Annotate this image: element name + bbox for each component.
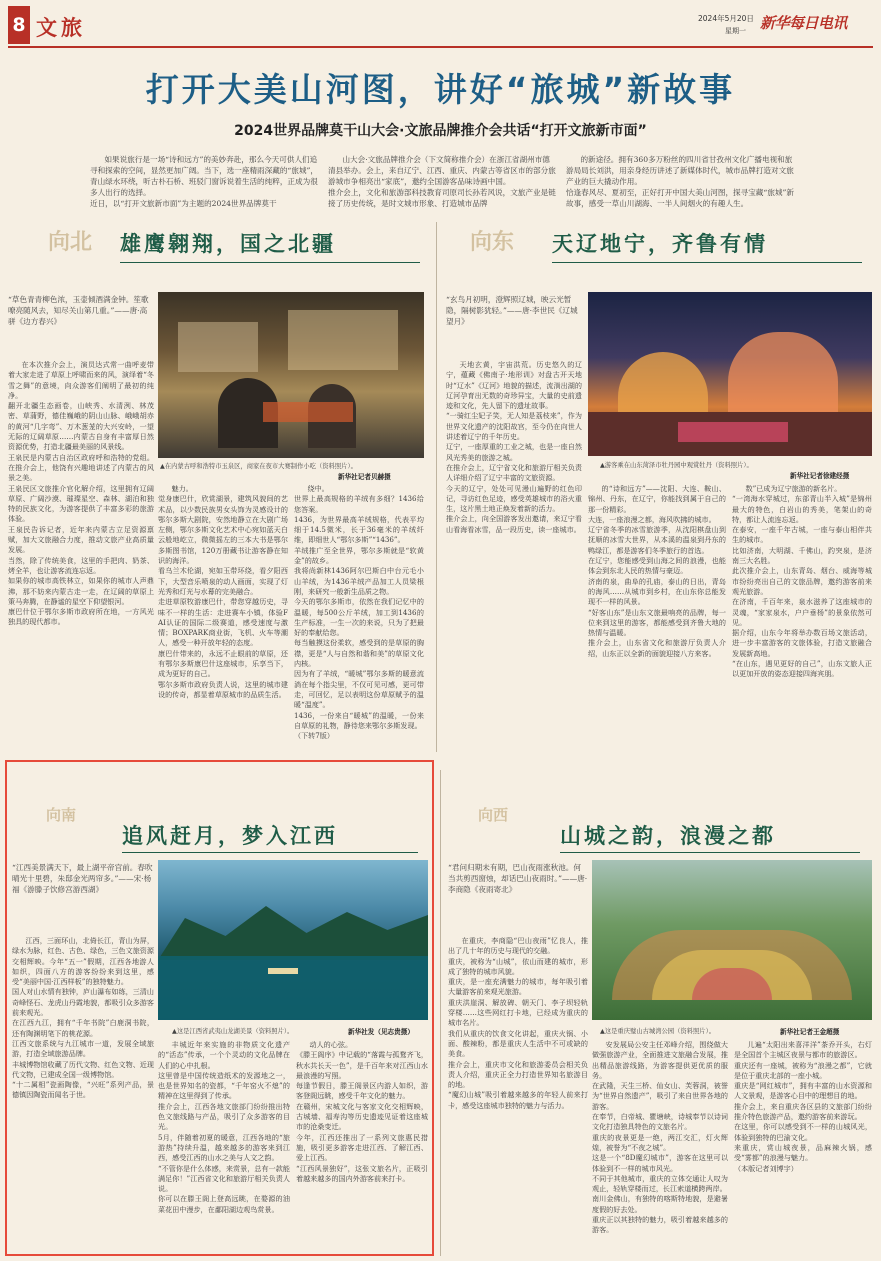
article-south-col-3: 动人的心弦。 《滕王阁序》中记载的“落霞与孤鹜齐飞，秋水共长天一色”，是千百年来对江西山水最浪漫的写照。 每逢节假日，滕王阁景区内游人如织，游客登阁远眺，感受千年文化的魅力。 在赣州，宋城文化与客家文化交相辉映，古城墙、福寿沟等历史遗迹见证着这座城市的沧桑变迁。 今年，江西还推出了一系列文旅惠民措施，吸引更多游客走进江西、了解江西、爱上江西。 “江西风景独好”，这张文旅名片，正吸引着越来越多的国内外游客前来打卡。 xyxy=(296,1040,428,1183)
photo-north-hohhot-night-market xyxy=(158,292,424,458)
issue-weekday: 星期一 xyxy=(725,27,746,35)
article-north-col-3: 绕中。 世界上最高规格的羊绒有多细？1436给您答案。 1436，为世界最高羊绒规格，代表平均细于14.5微米，长于36毫米的羊绒纤维，即细世人“鄂尔多斯”“1436”。 羊绒推广至全世界，鄂尔多斯就是“软黄金”的故乡。 我将尚新林1436阿尔巴斯白中台元毛小山羊绒，为1436羊绒产品加工人员梁根刚，来研究一般新生品质之物。 今天的鄂尔多斯市，依然在我们记忆中的温暖，每500公斤羊绒，加工到1436的生产标准，一生一次的来说，只为了把最好的奉献给您。 每当触摸这份柔软，感受到的是草原的胸襟，更是“人与自然和谐和美”的草原文化内核。 因为有了羊绒，“暖城”鄂尔多斯的暖意流淌在每个指尖里，不仅可见可感，更可带走，可回忆，足以表明这份草原赋予的温暖“温度”。 1436，一份来自“暖城”的温暖，一份来自草原的礼物，静待您来鄂尔多斯发现。 （下转7版） xyxy=(294,484,424,741)
article-north-col-2: 魅力。 觉身康巴什，欣赏湖景，建筑风貌间的艺术品，以少数民族男女头饰为灵感设计的鄂尔多斯大剧院，安然地静立在大剧广场左侧，鄂尔多斯文化艺术中心宛如蓝天白云般地屹立，微微摇左的三本大书是鄂尔多斯图书馆，120万册藏书让游客静在知识的海洋。 看乌兰木伦湖，宛如玉带环绕，看夕阳西下，大型音乐喷泉的动人画面，实现了灯光秀和灯光与水幕的完美融合。 走进草原牧游康巴什，带您穿越历史，寻味不一样的生活：走进赛车小镇，体验FAI认证的国际二级赛道，感受速度与激情；BOXPARK商业街，飞机、火车等潮人，感受一种开放年轻的态度。 康巴什带来的，永远不止眼前的草原，还有鄂尔多斯康巴什这座城市，乐享当下，成为更好的自己。 鄂尔多斯市政府负责人说，这里的城市建设的传奇，都显着草原城市的品质生活。 xyxy=(158,484,288,699)
section-rule-north xyxy=(120,262,420,263)
section-title-west: 山城之韵，浪漫之都 xyxy=(560,824,776,848)
intro-col-2: 山大会·文旅品牌推介会（下文简称推介会）在浙江省湖州市德清县举办。会上，来自辽宁、江西、重庆、内蒙古等省区市的部分旅游城市争相亮出“家底”，邀约全国游客品味诗画中国。 推介会上，文化和旅游部科技教育司原司长孙若风说，文旅产业是链接了历史传统，是时文城市形象、打造城市品牌 xyxy=(328,155,556,208)
page-number: 8 xyxy=(12,14,26,36)
credit-west: 新华社记者王金超摄 xyxy=(780,1028,840,1036)
quote-south: “江西美景满天下，最上湖平帝宫前。春吹晴光十里碧，朱邸金光两帘多。”——宋·杨福《游滕子饮修宫游西湖》 xyxy=(12,863,153,894)
caption-west: ▲这是重庆璧山古城湾公园（资料照片）。 xyxy=(600,1028,716,1035)
quote-east: “玄鸟月初明，澄辉照辽城，映云光暂隐，隔树影犹轻。”——唐·李世民《辽城望月》 xyxy=(446,295,578,326)
section-title-east: 天辽地宁，齐鲁有情 xyxy=(552,232,768,256)
section-name: 文旅 xyxy=(36,15,86,40)
page-number-badge xyxy=(8,6,30,44)
article-north-col-1: 在本次推介会上，演员达式常一曲呼麦带着大家走进了草原上呼啸而来的风，演绎着“冬雪之舞”的意境，向众游客们阐明了最初的纯净。 翻开北疆生态画卷，山峡秀、水清洌、林茂密、草蒲野，德佳巍峨的阴山山脉、峨峨胡赤的黄河“几字弯”、万木葱茏的大兴安岭，一望无际的辽阔草原……内蒙古自身有丰富厚日然资源优势，打造北疆最美丽的风景线。 王泉民是内蒙古自治区政府呼和浩特的党组。在推介会上，他饶有兴趣地讲述了内蒙古的风景之美。 王泉民区文旅推介官化解介绍，这里拥有辽阔草原、广阔沙漠、璀璨星空、森林、湖泊和独特的民族文化，为游客提供了丰富多彩的旅游体验。 王泉民告诉记者，近年来内蒙古立足资源禀赋，加大文旅融合力度，推动文旅产业高质量发展。 当然，除了传统美食，这里的手把肉、奶茶、烤全羊，也让游客流连忘返。 如果你的城市高铁林立，如果你的城市人声鼎沸，那不妨来内蒙古走一走，在辽阔的草原上策马奔腾，在静谧的星空下仰望银河。 康巴什位于鄂尔多斯市政府所在地，一方风光独具的现代都市。 xyxy=(8,360,154,627)
issue-date: 2024年5月20日 xyxy=(698,14,754,23)
caption-north: ▲在内蒙古呼和浩特市玉泉区，商家在夜市大赛制作小吃（资料照片）。 xyxy=(160,463,357,470)
article-east-col-1: 天地玄黄，宇宙洪荒。历史悠久的辽宁，蕴藏《佛南子·地形训》对盘古开天地时“辽水”《辽河》地貌的描述，流淌出湖的辽河孕育出无数的奇珍异宝，大量的史前遗迹和文化，先人留下的遗址故事。 “一骑红尘妃子笑，无人知是荔枝来”，作为世界文化遗产的沈阳故宫，至今仍在向世人讲述着辽宁的千年历史。 辽宁，一座厚重的工业之城，也是一座自然风光秀美的旅游之城。 在推介会上，辽宁省文化和旅游厅相关负责人详细介绍了辽宁丰富的文旅资源。 今天的辽宁，处处可见漫山遍野的红色印记，寻访红色足迹，感受英雄城市的浴火重生，这片黑土地正焕发着新的活力。 推介会上，向全国游客发出邀请，来辽宁看山看海看冰雪，品一段历史，读一座城市。 xyxy=(446,360,582,534)
article-east-col-3: 数”已成为辽宁旅游的新名片。 “一湾海水穿城过，东部青山半入城”是锦州最大的特色，白岩山的秀美，笔架山的奇特，都让人流连忘返。 在泰安，一座千年古城，一座与泰山相伴共生的城市。 比如济南，大明湖、千佛山，趵突泉，是济南三大名胜。 此次推介会上，山东青岛、烟台、威海等城市纷纷亮出自己的文旅品牌，邀约游客前来观光旅游。 在济南，千百年来，泉水滋养了这座城市的灵魂，“家家泉水，户户垂杨”的景象依然可见。 据介绍，山东今年将举办数百场文旅活动，进一步丰富游客的文旅体验，打造文旅融合发展新高地。 “在山东，遇见更好的自己”，山东文旅人正以更加开放的姿态迎接四海宾朋。 xyxy=(732,484,872,679)
section-rule-south xyxy=(122,852,418,853)
quote-west: “君问归期未有期，巴山夜雨涨秋池。何当共剪西窗烛，却话巴山夜雨时。”——唐·李商隐《夜雨寄北》 xyxy=(448,863,588,894)
photo-west-bishan-park xyxy=(592,860,872,1020)
center-divider-bottom xyxy=(440,770,441,1256)
section-rule-west xyxy=(560,852,860,853)
credit-south: 新华社发（见志贵摄） xyxy=(348,1028,414,1036)
section-rule-east xyxy=(552,262,862,263)
quote-north: “草色青青柳色浓，玉壶倾酒满金钟。笙歌嘹亮随风去，知尽关山第几重。”——唐·高骈《边方春兴》 xyxy=(8,295,149,326)
section-title-north: 雄鹰翱翔，国之北疆 xyxy=(120,232,336,256)
sub-headline: 2024世界品牌莫干山大会·文旅品牌推介会共话“打开文旅新市面” xyxy=(234,123,647,139)
section-title-south: 追风赶月，梦入江西 xyxy=(122,824,338,848)
photo-east-peony-garden xyxy=(588,292,872,456)
center-divider-top xyxy=(436,222,437,752)
intro-col-3: 的新途径。拥有360多万粉丝的四川省甘孜州文化广播电视和旅游局局长刘洪，用亲身经历讲述了新媒体时代，城市品牌打造对文旅产业的巨大撬动作用。 恰逢春风尽、夏初至，正好打开中国大美山河图，探寻宝藏“旅城”新故事，感受一草山川湖海、一半人间烟火的有趣人生。 xyxy=(566,155,794,208)
credit-north: 新华社记者贝赫摄 xyxy=(338,473,391,481)
newspaper-logo: 新华每日电讯 xyxy=(760,14,848,32)
direction-west-label: 向西 xyxy=(478,806,509,824)
caption-east: ▲游客乘在山东菏泽市牡丹园中观赏牡丹（资料照片）。 xyxy=(600,462,753,469)
article-west-col-1: 在重庆，李商隐“巴山夜雨”忆良人，推出了几十年的历史与现代的交融。 重庆，被称为“山城”，依山而建的城市，形成了独特的城市风貌。 重庆，是一座充满魅力的城市，每年吸引着大量游客前来观光旅游。 重庆洪崖洞、解放碑、朝天门、李子坝轻轨穿楼……这些网红打卡地，已经成为重庆的城市名片。 我们从重庆的饮食文化讲起，重庆火锅、小面、酸辣粉，都是重庆人生活中不可或缺的美食。 推介会上，重庆市文化和旅游委员会相关负责人介绍，重庆正全力打造世界知名旅游目的地。 “魔幻山城”吸引着越来越多的年轻人前来打卡，感受这座城市独特的魅力与活力。 xyxy=(448,936,588,1110)
credit-east: 新华社记者徐建经摄 xyxy=(790,472,850,480)
photo-south-jiangxi-lake xyxy=(158,860,428,1020)
article-south-col-1: 江西，三面环山，北倚长江，青山为屏，绿水为脉，红色、古色、绿色，三色文旅资源交相辉映。今年“五一”假期，江西各地游人如织，四面八方的游客纷纷来到这里，感受“美丽中国·江西样板”的独特魅力。 国人对山水情有独钟，庐山瀑布如练，三清山奇峰怪石、龙虎山丹霞地貌，都吸引众多游客前来观光。 在江西九江，拥有“千年书院”白鹿洞书院，还有陶渊明笔下的桃花源。 江西文旅系统与九江城市一道，发展全域旅游，打造全域旅游品牌。 丰城博物馆收藏了历代文物、红色文物、近现代文物，已建成全国一级博物馆。 “十二属相”瓷画陶像，“兴旺”系列产品，景德镇因陶瓷而闻名于世。 xyxy=(12,936,154,1100)
direction-north-label: 向北 xyxy=(48,229,93,255)
direction-east-label: 向东 xyxy=(470,229,515,255)
direction-south-label: 向南 xyxy=(46,806,77,824)
article-west-col-3: 儿遍“太阳出来喜洋洋”茶乔开头，右灯是全国首个主城区夜景与都市的旅游区。 重庆还有一座城，被称为“浪漫之都”，它就是位于重庆北部的一座小城。 重庆是“网红城市”，拥有丰富的山水资源和人文景观，是游客心目中的理想目的地。 推介会上，来自重庆各区县的文旅部门纷纷推介特色旅游产品，邀约游客前来游玩。 在这里，你可以感受到不一样的山城风光，体验到独特的巴渝文化。 来重庆，赏山城夜景，品麻辣火锅，感受“雾都”的浪漫与魅力。 （本版记者刘博宇） xyxy=(734,1040,872,1173)
article-east-col-2: 的“诗和远方”——沈阳、大连、鞍山、锦州、丹东，在辽宁，你能找到属于自己的那一份精彩。 大连，一座浪漫之都，海风吹拂的城市。 辽宁省冬季的冰雪旅游季，从沈阳棋盘山到抚顺的冰雪大世界，从本溪的温泉到丹东的鸭绿江，都是游客们冬季旅行的首选。 在辽宁，您能感受到山海之间的浪漫，也能体会到东北人民的热情与豪迈。 济南的泉，曲阜的孔庙，泰山的日出，青岛的海风……从城市到乡村，在山东你总能发现不一样的风景。 “好客山东”是山东文旅最响亮的品牌，每一位来到这里的游客，都能感受到齐鲁大地的热情与温暖。 推介会上，山东省文化和旅游厅负责人介绍，山东正以全新的面貌迎接八方来客。 xyxy=(588,484,726,658)
intro-col-1: 如果说旅行是一场“诗和远方”的美妙奔赴，那么今天可供人们追寻和探索的空间，显然更加广阔。当下，选一座精雨深藏的“旅城”，青山绿水环绕，听古朴石桥、班驳门窗诉说着生活的纯粹，正成为很多人出行的选择。 近日，以“打开文旅新市面”为主题的2024世界品牌莫干 xyxy=(90,155,318,208)
article-west-col-2: 安发展局公安主任邓峰介绍，围绕做大做强旅游产业，全面推进文旅融合发展，推出精品旅游线路，为游客提供更优质的服务。 在武隆，天生三桥、仙女山、芙蓉洞，被誉为“世界自然遗产”，吸引了来自世界各地的游客。 在奉节，白帝城、瞿塘峡，诗城奉节以诗词文化打造独具特色的文旅名片。 重庆的夜景更是一绝，两江交汇，灯火辉煌，被誉为“不夜之城”。 这是一个“8D魔幻城市”，游客在这里可以体验到不一样的城市风光。 不同于其他城市，重庆的立体交通让人叹为观止，轻轨穿楼而过，长江索道横跨两岸。 南川金佛山，有独特的喀斯特地貌，是避暑度假的好去处。 重庆正以其独特的魅力，吸引着越来越多的游客。 xyxy=(592,1040,728,1235)
main-headline: 打开大美山河图，讲好“旅城”新故事 xyxy=(145,70,736,109)
header-divider xyxy=(8,46,873,48)
article-south-col-2: 丰城近年来实施的非物质文化遗产的“活态”传承，一个个灵动的文化品牌在人们的心中扎根。 这里曾是中国传统造纸术的发源地之一，也是世界知名的瓷都，“千年窑火不熄”的精神在这里得到了传承。 推介会上，江西各地文旅部门纷纷推出特色文旅线路与产品，吸引了众多游客的目光。 5月，伴随着初夏的暖意，江西各地的“旅游热”持续升温，越来越多的游客来到江西，感受江西的山水之美与人文之韵。 “不管你是什么体感，来赏景，总有一款能满足你！”江西省文化和旅游厅相关负责人说。 你可以在滕王阁上登高远眺，在婺源的油菜花田中漫步，在鄱阳湖边观鸟赏景。 xyxy=(158,1040,290,1214)
caption-south: ▲这是江西省武夷山龙湖美景（资料照片）。 xyxy=(172,1028,294,1035)
